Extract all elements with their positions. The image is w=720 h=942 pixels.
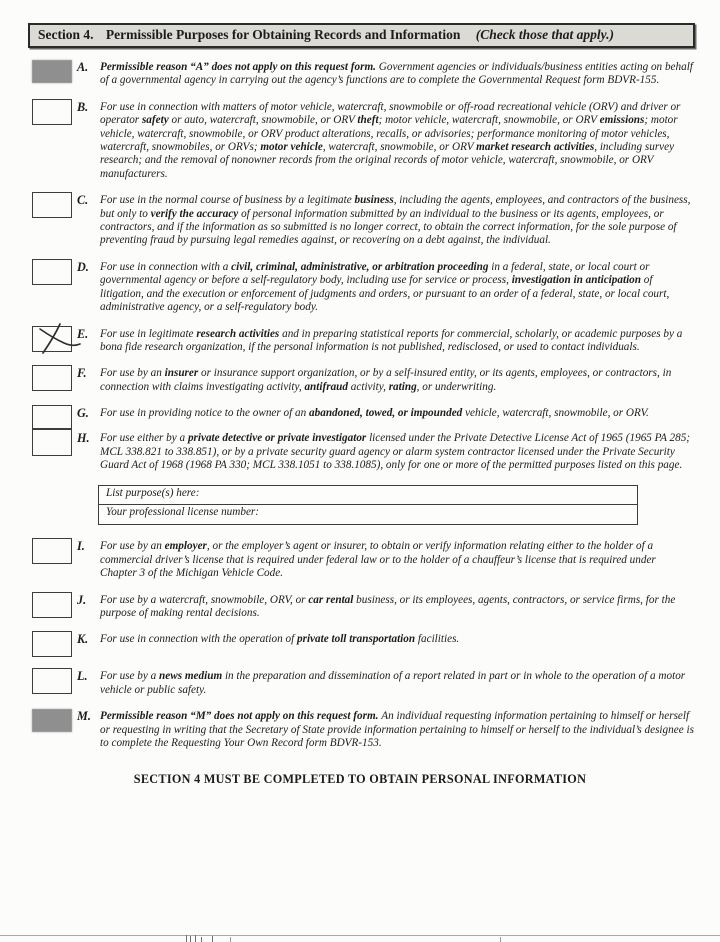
checkbox-H[interactable] bbox=[32, 430, 72, 456]
item-letter: H. bbox=[77, 431, 90, 446]
checkbox-cell bbox=[32, 259, 76, 285]
section-header bbox=[28, 23, 695, 48]
text-segment: business bbox=[354, 194, 394, 207]
scan-tick bbox=[186, 935, 187, 942]
text-segment: Permissible reason “A” does not apply on this request form. bbox=[100, 61, 379, 73]
scan-tick bbox=[230, 937, 231, 942]
item-letter: K. bbox=[77, 632, 89, 647]
checkbox-cell bbox=[32, 99, 76, 125]
checkbox-K[interactable] bbox=[32, 631, 72, 657]
text-segment: facilities. bbox=[415, 633, 460, 646]
text-segment: private detective or private investigator bbox=[187, 432, 367, 445]
checkbox-cell bbox=[32, 708, 76, 732]
purpose-item-D bbox=[32, 259, 695, 315]
text-segment: Government agencies or individuals/business entities acting on behalf of a governmental agency in carrying out the agency’s functions are to complete the Governmental Request form BDVR-155. bbox=[100, 61, 693, 87]
checkbox-cell bbox=[32, 538, 76, 564]
text-segment: of personal information submitted by an individual to the business or its agents, employees, or contractors, and if the information as so submitted is no longer correct, to obtain the correct information, for the sole purpose of preventing fraud by pursuing legal remedies against, or recovering on a debt against, the individual. bbox=[100, 207, 677, 247]
text-segment: abandoned, towed, or impounded bbox=[309, 407, 463, 420]
text-segment: ; motor vehicle, watercraft, snowmobile, or ORV bbox=[378, 114, 600, 127]
text-segment: antifraud bbox=[304, 380, 348, 393]
text-segment: business, or its employees, agents, contractors, or service firms, for the purpose of making rental decisions. bbox=[100, 593, 676, 619]
item-text bbox=[100, 365, 695, 394]
checkbox-A-not-applicable bbox=[32, 60, 72, 83]
scan-tick bbox=[190, 936, 191, 942]
purpose-item-G bbox=[32, 405, 695, 430]
checkbox-cell bbox=[32, 430, 76, 456]
list-purposes-field[interactable] bbox=[99, 486, 637, 505]
text-segment: For use in providing notice to the owner of an bbox=[100, 407, 310, 420]
text-segment: For use either by a bbox=[100, 432, 188, 445]
text-segment: market research activities bbox=[476, 141, 595, 154]
checkbox-B[interactable] bbox=[32, 99, 72, 125]
item-letter: D. bbox=[77, 259, 89, 274]
text-segment: , watercraft, snowmobile, or ORV bbox=[322, 141, 477, 154]
item-text bbox=[100, 430, 695, 472]
list-purposes-label: List purpose(s) here: bbox=[106, 487, 200, 500]
text-segment: Permissible reason “M” does not apply on this request form. bbox=[100, 710, 382, 723]
scan-tick bbox=[212, 936, 213, 942]
text-segment: theft bbox=[357, 114, 379, 127]
license-number-label: Your professional license number: bbox=[106, 506, 259, 519]
text-segment: For use in connection with the operation of bbox=[100, 633, 297, 646]
scan-artifact-marks bbox=[0, 935, 720, 942]
text-segment: emissions bbox=[599, 114, 645, 127]
item-letter: J. bbox=[77, 592, 87, 607]
text-segment: car rental bbox=[308, 593, 354, 606]
scan-tick bbox=[500, 937, 501, 942]
checkbox-E-checked[interactable] bbox=[32, 326, 72, 352]
purpose-item-A bbox=[32, 59, 695, 88]
text-segment: in a federal, state, or local court or governmental agency or before a self-regulatory body, including use for service or process, bbox=[100, 260, 650, 287]
checkbox-cell bbox=[32, 59, 76, 83]
purpose-item-C bbox=[32, 192, 695, 248]
text-segment: , or the employer’s agent or insurer, to obtain or verify information relating either to the holder of a commercial driver’s license that is required under federal law or to the holder of a chauffeur’s license that is required under Chapter 3 of the Michigan Vehicle Code. bbox=[100, 540, 656, 580]
item-letter: M. bbox=[77, 709, 91, 724]
purpose-item-J bbox=[32, 592, 695, 621]
text-segment: motor vehicle bbox=[260, 141, 323, 154]
checkbox-G[interactable] bbox=[32, 405, 72, 430]
purpose-box bbox=[98, 485, 638, 525]
item-text bbox=[100, 326, 695, 355]
checkbox-cell bbox=[32, 668, 76, 694]
item-text bbox=[100, 192, 695, 248]
item-letter: L. bbox=[77, 669, 88, 684]
text-segment: For use in connection with matters of motor vehicle, watercraft, snowmobile or off-road recreational vehicle (ORV) and driver or operator bbox=[100, 100, 681, 127]
text-segment: private toll transportation bbox=[297, 633, 416, 646]
purpose-item-B bbox=[32, 99, 695, 181]
text-segment: For use by an bbox=[100, 367, 165, 380]
purpose-item-F bbox=[32, 365, 695, 394]
checkbox-cell bbox=[32, 192, 76, 218]
text-segment: or insurance support organization, or by a self-insured entity, or its agents, employees, or contractors, in connection with claims investigating activity, bbox=[100, 367, 672, 393]
item-letter: F. bbox=[77, 366, 87, 381]
purpose-item-L bbox=[32, 668, 695, 697]
item-letter: C. bbox=[77, 193, 89, 208]
item-text bbox=[100, 59, 695, 88]
text-segment: or auto, watercraft, snowmobile, or ORV bbox=[168, 114, 358, 127]
checkbox-cell bbox=[32, 365, 76, 391]
checkbox-I[interactable] bbox=[32, 538, 72, 564]
item-text bbox=[100, 405, 695, 420]
text-segment: , including survey research; and the removal of nonowner records from the original records of motor vehicle, watercraft, snowmobile, or ORV manufacturers. bbox=[100, 141, 675, 180]
section-title: Permissible Purposes for Obtaining Records and Information bbox=[105, 27, 461, 42]
footer-instruction: SECTION 4 MUST BE COMPLETED TO OBTAIN PERSONAL INFORMATION bbox=[133, 772, 587, 787]
checkbox-J[interactable] bbox=[32, 592, 72, 618]
checkbox-cell bbox=[32, 326, 76, 352]
text-segment: For use by an bbox=[100, 540, 165, 553]
text-segment: activity, bbox=[347, 380, 389, 393]
text-segment: and in preparing statistical reports for commercial, scholarly, or academic purposes by a bona fide research organization, if the personal information is not published, redisclosed, or used to contact individuals. bbox=[100, 327, 683, 353]
text-segment: employer bbox=[164, 540, 207, 553]
scan-tick bbox=[201, 937, 202, 942]
item-letter: I. bbox=[77, 539, 85, 554]
item-text bbox=[100, 668, 695, 697]
item-letter: A. bbox=[77, 60, 89, 74]
text-segment: of litigation, and the execution or enforcement of judgments and orders, or pursuant to an order of a federal, state, or local court, administrative agency, or a self-regulatory body. bbox=[100, 274, 670, 314]
text-segment: research activities bbox=[196, 327, 280, 340]
checkbox-L[interactable] bbox=[32, 668, 72, 694]
text-segment: safety bbox=[141, 114, 169, 127]
text-segment: verify the accuracy bbox=[150, 207, 239, 220]
checkbox-cell bbox=[32, 592, 76, 618]
text-segment: rating bbox=[388, 380, 417, 393]
text-segment: investigation in anticipation bbox=[511, 274, 641, 287]
item-text bbox=[100, 259, 695, 315]
item-letter: E. bbox=[77, 326, 89, 341]
text-segment: civil, criminal, administrative, or arbitration proceeding bbox=[231, 260, 489, 273]
item-text bbox=[100, 708, 695, 750]
text-segment: For use in connection with a bbox=[100, 260, 232, 273]
text-segment: news medium bbox=[159, 670, 223, 683]
item-text bbox=[100, 538, 695, 580]
permissible-purposes-list bbox=[32, 59, 695, 750]
purpose-item-M bbox=[32, 708, 695, 750]
text-segment: ; motor vehicle, watercraft, snowmobile, or ORV product alterations, recalls, or advisories; performance monitoring of motor vehicles, watercraft, snowmobiles, or ORVs; bbox=[100, 114, 678, 154]
item-letter: B. bbox=[77, 99, 89, 114]
text-segment: An individual requesting information pertaining to himself or herself or requesting in writing that the Secretary of State provide information pertaining to himself or herself to the individual’s designee is to complete the Requesting Your Own Record form BDVR-153. bbox=[100, 710, 694, 749]
checkbox-D[interactable] bbox=[32, 259, 72, 285]
text-segment: vehicle, watercraft, snowmobile, or ORV. bbox=[462, 407, 649, 420]
purpose-item-H bbox=[32, 430, 695, 472]
item-text bbox=[100, 99, 695, 181]
x-mark-icon bbox=[29, 321, 85, 357]
item-text bbox=[100, 592, 695, 621]
text-segment: in the preparation and dissemination of a report related in part or in whole to the operation of a motor vehicle or public safety. bbox=[100, 670, 686, 696]
purpose-item-E bbox=[32, 326, 695, 355]
purpose-item-K bbox=[32, 631, 695, 657]
item-text bbox=[100, 631, 695, 646]
license-number-field[interactable] bbox=[99, 505, 637, 524]
text-segment: For use by a bbox=[100, 670, 160, 683]
checkbox-M-not-applicable bbox=[32, 709, 72, 732]
text-segment: For use in legitimate bbox=[100, 327, 197, 340]
checkbox-C[interactable] bbox=[32, 192, 72, 218]
section-number: Section 4. bbox=[38, 27, 94, 42]
text-segment: , including the agents, employees, and contractors of the business, but only to bbox=[100, 194, 691, 220]
text-segment: licensed under the Private Detective License Act of 1965 (1965 PA 285; MCL 338.821 to 338.851), or by a private security guard agency or alarm system contractor licensed under the Private Security Guard Act of 1968 (1968 PA 330; MCL 338.1051 to 338.1085), only for one or more of the permitted purposes listed on this page. bbox=[100, 432, 691, 471]
text-segment: For use in the normal course of business by a legitimate bbox=[100, 194, 355, 207]
item-letter: G. bbox=[77, 406, 89, 421]
text-segment: For use by a watercraft, snowmobile, ORV, or bbox=[100, 593, 309, 606]
purpose-item-I bbox=[32, 538, 695, 580]
checkbox-F[interactable] bbox=[32, 365, 72, 391]
checkbox-cell bbox=[32, 631, 76, 657]
text-segment: , or underwriting. bbox=[416, 380, 497, 393]
scan-tick bbox=[195, 935, 196, 942]
text-segment: insurer bbox=[164, 367, 199, 380]
checkbox-cell bbox=[32, 405, 76, 430]
section-note: (Check those that apply.) bbox=[475, 27, 615, 42]
